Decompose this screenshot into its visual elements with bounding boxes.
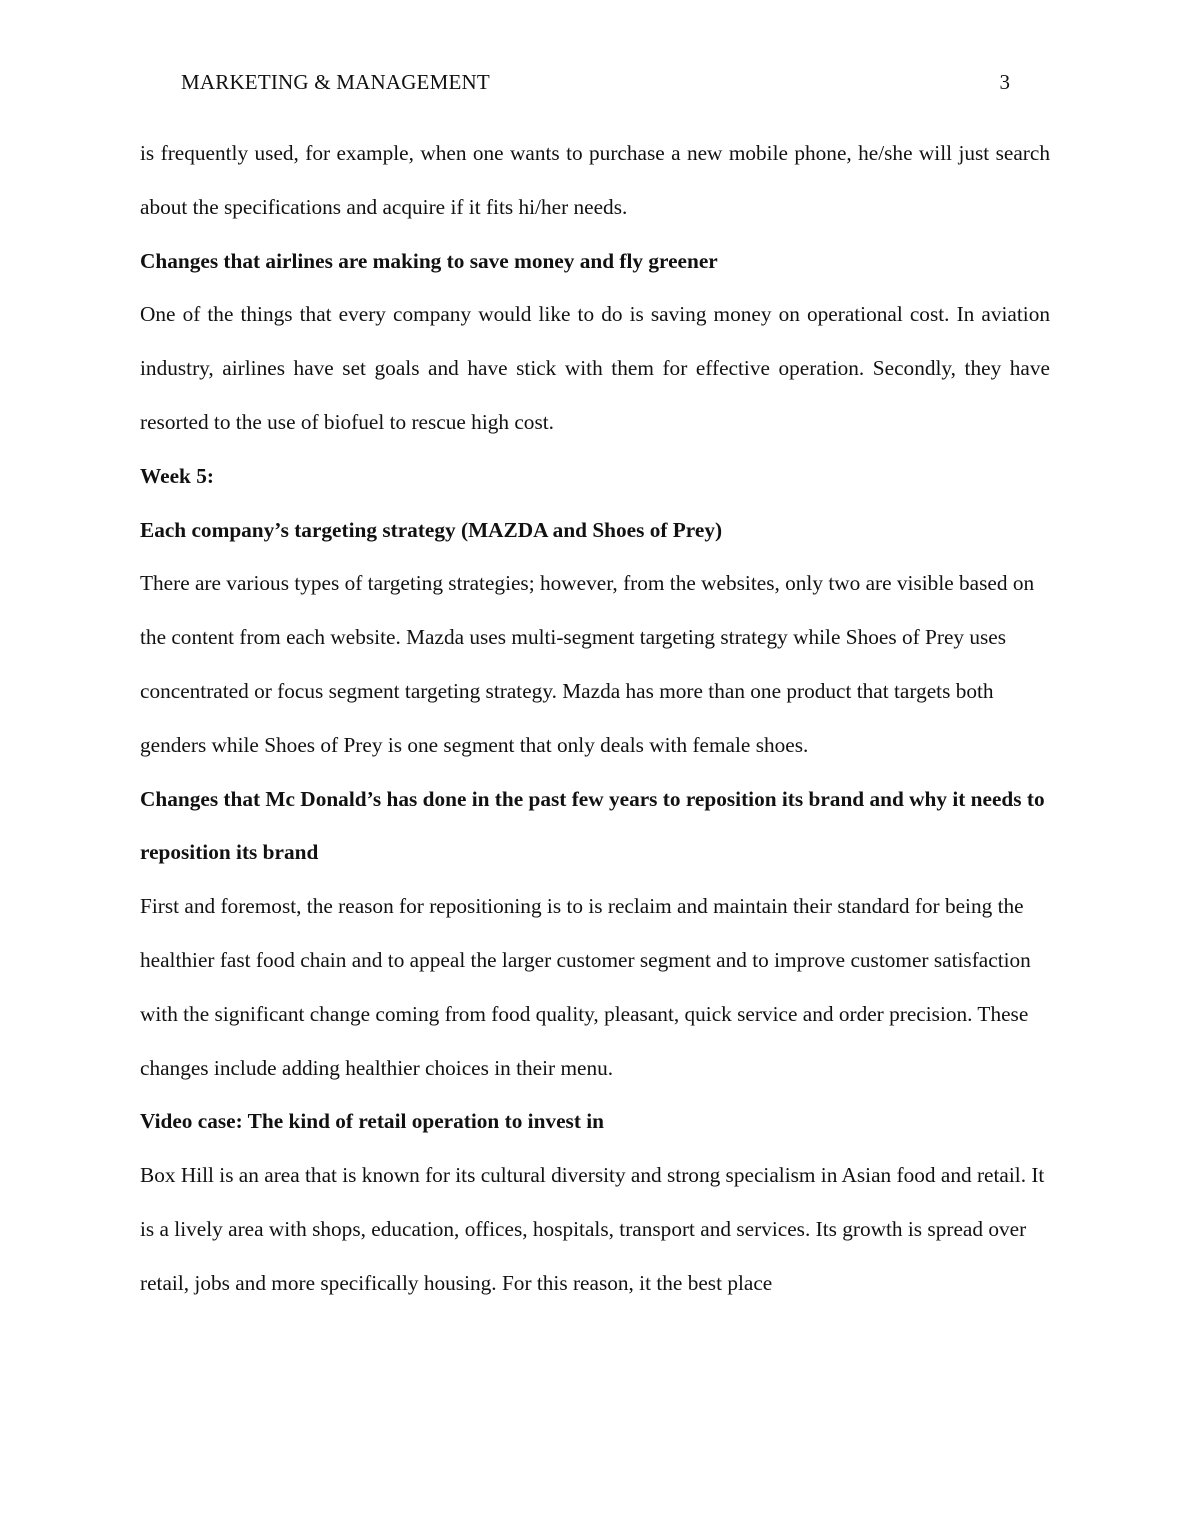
heading-video-case: Video case: The kind of retail operation to invest in: [140, 1109, 604, 1134]
paragraph-mcdonalds-reposition: First and foremost, the reason for repositioning is to is reclaim and maintain their standard for being the healthier fast food chain and to appeal the larger customer segment and to improve customer satisfaction with the significant change coming from food quality, pleasant, quick service and order precision. These changes include adding healthier choices in their menu.: [140, 894, 1031, 1080]
page-number: 3: [999, 70, 1010, 94]
running-head: MARKETING & MANAGEMENT: [181, 70, 490, 94]
paragraph-targeting-strategy: There are various types of targeting strategies; however, from the websites, only two are visible based on the content from each website. Mazda uses multi-segment targeting strategy while Shoes of Prey uses concentrated or focus segment targeting strategy. Mazda has more than one product that targets both genders while Shoes of Prey is one segment that only deals with female shoes.: [140, 571, 1035, 757]
heading-mcdonalds-reposition: Changes that Mc Donald’s has done in the past few years to reposition its brand and why it needs to reposition its brand: [140, 786, 1045, 865]
heading-week-5: Week 5:: [140, 463, 214, 488]
paragraph-intro: is frequently used, for example, when one wants to purchase a new mobile phone, he/she will just search about the specifications and acquire if it fits hi/her needs.: [140, 141, 1050, 219]
heading-airlines: Changes that airlines are making to save money and fly greener: [140, 248, 718, 273]
paragraph-video-case: Box Hill is an area that is known for its cultural diversity and strong specialism in Asian food and retail. It is a lively area with shops, education, offices, hospitals, transport and services. Its growth is spread over retail, jobs and more specifically housing. For this reason, it the best place: [140, 1163, 1045, 1295]
paragraph-airlines: One of the things that every company would like to do is saving money on operational cost. In aviation industry, airlines have set goals and have stick with them for effective operation. Secondly, they have resorted to the use of biofuel to rescue high cost.: [140, 302, 1050, 434]
heading-targeting-strategy: Each company’s targeting strategy (MAZDA and Shoes of Prey): [140, 517, 723, 542]
document-body: [140, 127, 1050, 1311]
